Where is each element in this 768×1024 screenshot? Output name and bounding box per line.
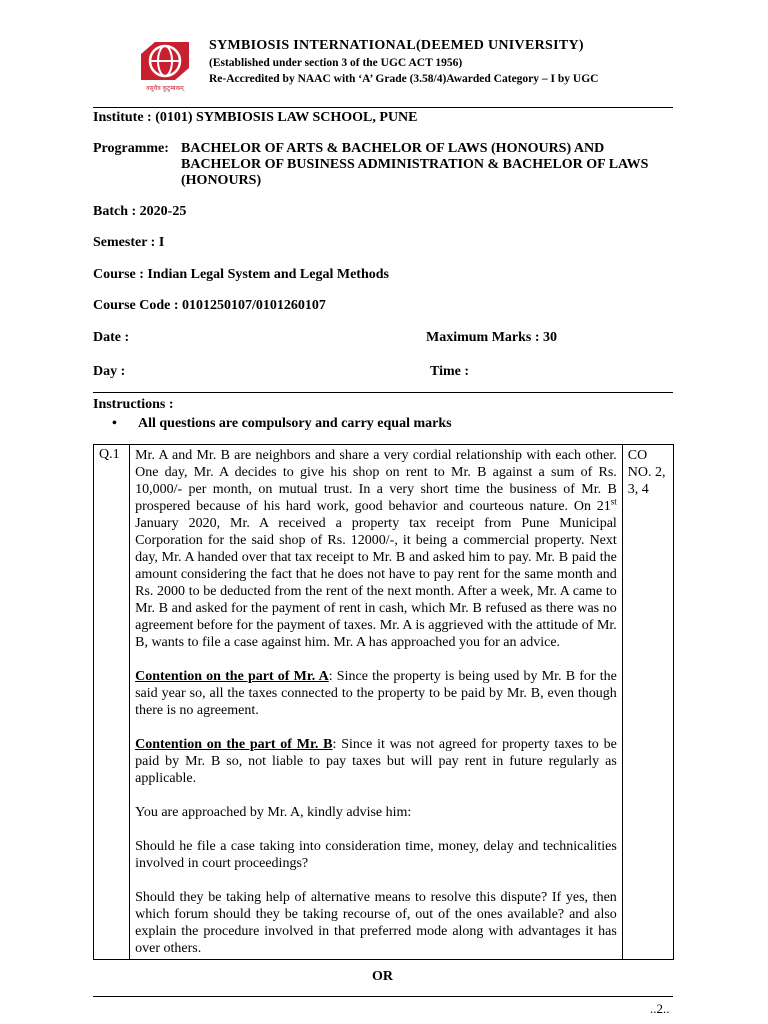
university-header — [209, 38, 598, 85]
meta-rule — [93, 392, 673, 393]
established-note: (Established under section 3 of the UGC ACT 1956) — [209, 57, 463, 69]
university-logo — [137, 38, 193, 94]
instruction-item — [112, 416, 452, 432]
time-label: Time : — [430, 364, 470, 379]
programme-label: Programme: — [93, 141, 169, 156]
or-separator: OR — [372, 969, 393, 984]
day-label: Day : — [93, 364, 126, 379]
question-table — [93, 444, 674, 960]
instructions-title: Instructions : — [93, 397, 174, 412]
contention-b-label: Contention on the part of Mr. B — [135, 737, 333, 752]
institute-line: Institute : (0101) SYMBIOSIS LAW SCHOOL, PUNE — [93, 110, 418, 125]
contention-a-label: Contention on the part of Mr. A — [135, 669, 329, 684]
university-name: SYMBIOSIS INTERNATIONAL(DEEMED UNIVERSITY) — [209, 38, 584, 53]
accreditation-note: Re-Accredited by NAAC with ‘A’ Grade (3.58/4)Awarded Category – I by UGC — [209, 73, 599, 85]
footer-rule — [93, 996, 673, 997]
question-body — [130, 445, 623, 960]
page-marker: ..2.. — [650, 1001, 670, 1016]
date-label: Date : — [93, 330, 130, 345]
batch-line: Batch : 2020-25 — [93, 204, 187, 219]
sub-question-2: Should they be taking help of alternative means to resolve this dispute? If yes, then which forum should they be taking recourse of, out of the ones available? and also explain the procedure involved in that preferred mode along with advantages it has over others. — [135, 890, 617, 956]
programme-value: BACHELOR OF ARTS & BACHELOR OF LAWS (HONOURS) AND BACHELOR OF BUSINESS ADMINISTRATION & BACHELOR OF LAWS (HONOURS) — [181, 141, 649, 188]
contention-b: Contention on the part of Mr. B: Since it was not agreed for property taxes to be paid by Mr. B so, not liable to pay taxes but will pay rent in future regularly as applicable. — [135, 737, 617, 786]
course-code-line: Course Code : 0101250107/0101260107 — [93, 298, 326, 313]
question-row — [94, 445, 674, 960]
question-facts: Mr. A and Mr. B are neighbors and share a very cordial relationship with each other. One day, Mr. A decides to give his shop on rent to Mr. B against a sum of Rs. 10,000/- per month, on mutual trust. In a very short time the business of Mr. B prospered because of his hard work, good behavior and courteous nature. On 21st January 2020, Mr. A received a property tax receipt from Pune Municipal Corporation for the said shop of Rs. 12000/-, it being a commercial property. Next day, Mr. A handed over that tax receipt to Mr. B and asked him to pay. Mr. B paid the amount considering the fact that he does not have to pay rent for the same month and Rs. 2000 to be deducted from the rent of the next month. After a week, Mr. A came to Mr. B and asked for the payment of rent in cash, which Mr. B refused as there was no agreement before for the payment of taxes. Mr. A is aggrieved with the attitude of Mr. B, wants to file a case against him. Mr. A has approached you for an advice. — [135, 448, 617, 650]
contention-a: Contention on the part of Mr. A: Since the property is being used by Mr. B for the said year so, all the taxes connected to the property to be paid by Mr. B, even though there is no agreement. — [135, 669, 617, 718]
bullet-icon: • — [112, 416, 117, 431]
question-number: Q.1 — [94, 445, 130, 960]
course-outcome: CO NO. 2, 3, 4 — [622, 445, 673, 960]
advice-prompt: You are approached by Mr. A, kindly advise him: — [135, 805, 412, 820]
semester-line: Semester : I — [93, 235, 165, 250]
instruction-text: All questions are compulsory and carry equal marks — [138, 416, 452, 431]
sub-question-1: Should he file a case taking into consideration time, money, delay and technicalities involved in court proceedings? — [135, 839, 617, 871]
ordinal-suffix: st — [610, 496, 617, 507]
max-marks-label: Maximum Marks : 30 — [426, 330, 558, 345]
logo-motto: वसुधैव कुटुम्बकम् — [146, 85, 184, 92]
course-line: Course : Indian Legal System and Legal Methods — [93, 267, 389, 282]
header-rule — [93, 107, 673, 108]
